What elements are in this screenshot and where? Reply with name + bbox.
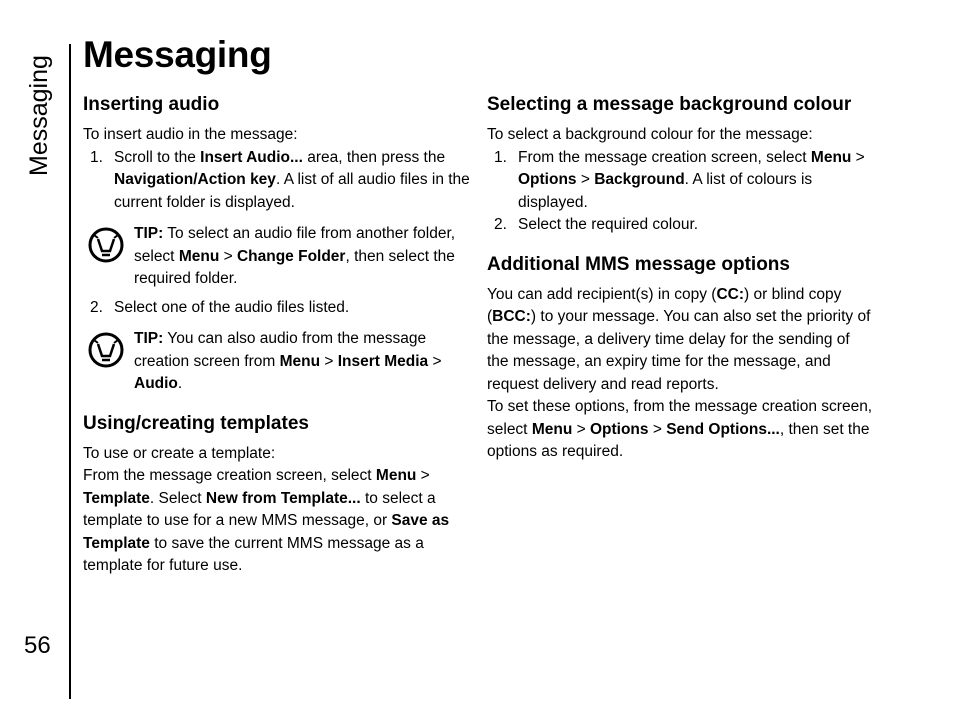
heading-background-colour: Selecting a message background colour — [487, 94, 852, 115]
tip-label: TIP: — [134, 330, 164, 347]
background-intro: To select a background colour for the message: — [487, 126, 813, 143]
heading-inserting-audio: Inserting audio — [83, 94, 220, 115]
bold-text: Menu — [531, 420, 573, 438]
side-tab — [10, 46, 70, 176]
mms-paragraph-1 — [487, 284, 875, 397]
text: To set these options, from the message creation screen, select — [487, 398, 873, 438]
text: To select an audio file from another folder, select — [134, 225, 456, 265]
right-column — [487, 91, 875, 464]
text: Select one of the audio files listed. — [114, 298, 350, 316]
bold-text: Options — [518, 171, 577, 188]
text: > — [219, 247, 237, 265]
bold-text: Navigation/Action key — [114, 171, 276, 188]
list-item — [487, 147, 875, 215]
text: . Select — [149, 489, 206, 507]
bold-text: Menu — [810, 148, 852, 166]
left-column — [83, 91, 471, 578]
audio-steps-cont — [83, 297, 471, 320]
bold-text: Change Folder — [236, 247, 346, 265]
bold-text: Background — [594, 171, 685, 188]
heading-templates: Using/creating templates — [83, 412, 309, 434]
bold-text: Send Options... — [666, 420, 780, 438]
text: ) or blind copy ( — [487, 285, 842, 325]
background-steps — [487, 147, 875, 237]
list-item — [487, 214, 875, 237]
tip-lightbulb-icon — [88, 227, 124, 263]
text: From the message creation screen, select — [518, 148, 811, 166]
text: to select a template to use for a new MMS message, or — [83, 489, 436, 529]
tip-lightbulb-icon — [88, 332, 124, 368]
bold-text: Options — [589, 420, 649, 438]
text: ) to your message. You can also set the priority of the message, a delivery time delay for the sending of the message, an expiry time for the message, and request delivery and read reports. — [487, 308, 871, 393]
templates-paragraph — [83, 465, 471, 578]
bold-text: Menu — [279, 352, 321, 370]
audio-intro: To insert audio in the message: — [83, 126, 298, 143]
text: From the message creation screen, select — [83, 467, 376, 484]
text: , then select the required folder. — [134, 247, 455, 287]
page-title: Messaging — [83, 34, 272, 75]
bold-text: Menu — [375, 467, 417, 484]
tip-box — [83, 223, 471, 291]
text: > — [320, 352, 338, 370]
heading-mms-options: Additional MMS message options — [487, 253, 790, 275]
text: > — [428, 352, 442, 370]
text: . — [177, 375, 183, 392]
bold-text: Template — [83, 489, 150, 507]
text: to save the current MMS message as a template for future use. — [83, 534, 424, 574]
audio-steps — [83, 147, 471, 215]
bold-text: Insert Media — [337, 352, 429, 370]
text: > — [572, 420, 590, 438]
bold-text: BCC: — [492, 308, 531, 325]
bold-text: Insert Audio... — [200, 148, 303, 166]
page-number: 56 — [24, 632, 51, 659]
text: You can also audio from the message creation screen from — [134, 330, 427, 370]
bold-text: Save as Template — [83, 512, 450, 552]
tip-box — [83, 328, 471, 396]
text: You can add recipient(s) in copy ( — [487, 285, 717, 303]
step-number: 2. — [494, 216, 507, 233]
step-number: 1. — [494, 148, 507, 166]
text: . A list of all audio files in the current folder is displayed. — [114, 171, 470, 211]
text: Scroll to the — [114, 148, 201, 166]
bold-text: New from Template... — [205, 489, 361, 507]
text: > — [851, 148, 865, 166]
text: > — [416, 467, 430, 484]
text: , then set the options as required. — [487, 420, 870, 460]
side-label: Messaging — [25, 55, 53, 176]
text: . A list of colours is displayed. — [518, 171, 813, 211]
templates-intro: To use or create a template: — [83, 444, 276, 462]
text: > — [648, 420, 667, 438]
bold-text: Audio — [134, 375, 178, 392]
step-number: 2. — [90, 298, 103, 316]
text: area, then press the — [302, 148, 446, 166]
mms-paragraph-2 — [487, 396, 875, 464]
list-item — [83, 297, 471, 320]
text: > — [576, 171, 595, 188]
bold-text: Menu — [178, 247, 220, 265]
tip-label: TIP: — [134, 225, 164, 242]
text: Select the required colour. — [518, 216, 699, 233]
list-item — [83, 147, 471, 215]
step-number: 1. — [90, 148, 103, 166]
bold-text: CC: — [716, 285, 745, 303]
